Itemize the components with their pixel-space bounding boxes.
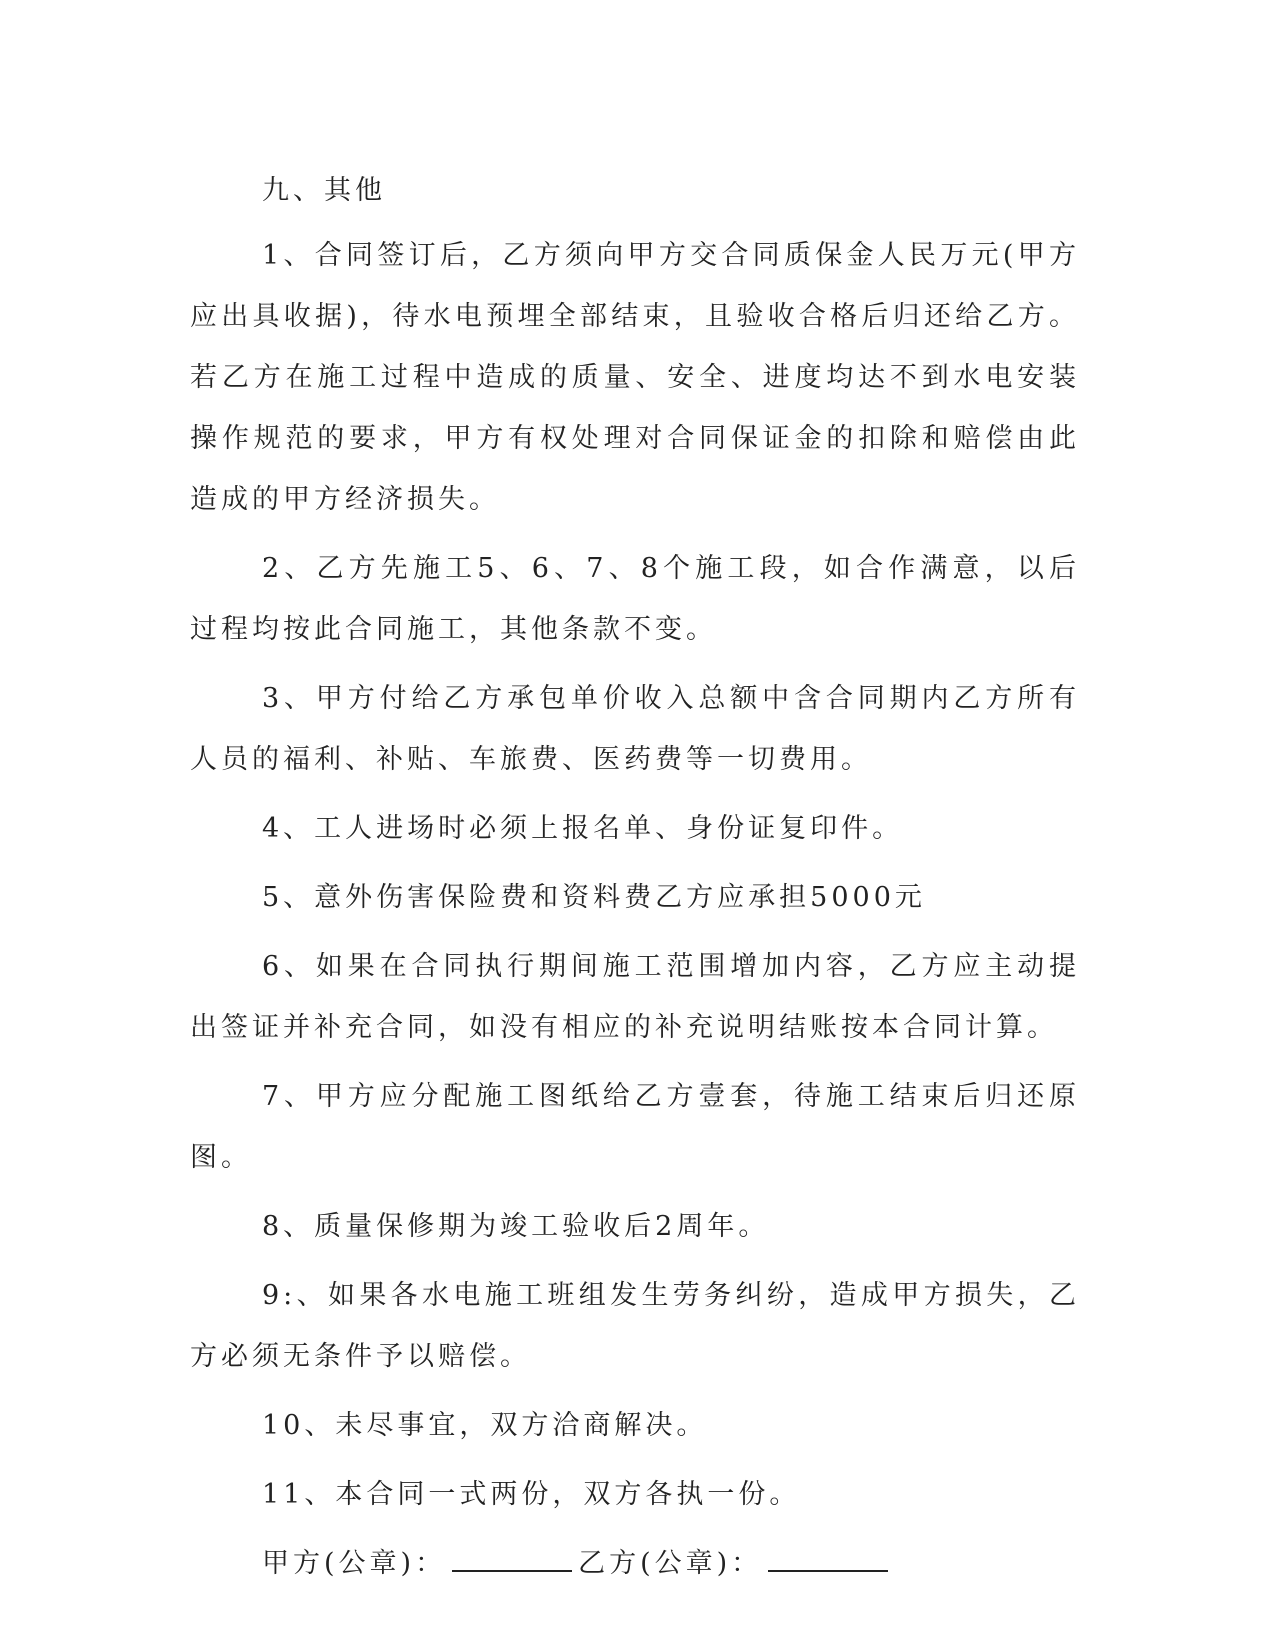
clause-7: 7、甲方应分配施工图纸给乙方壹套，待施工结束后归还原图。 — [190, 1081, 1080, 1173]
clause-2: 2、乙方先施工5、6、7、8个施工段，如合作满意，以后过程均按此合同施工，其他条款不变。 — [190, 553, 1080, 645]
party-b-signature-blank — [768, 1550, 888, 1572]
document-body — [190, 160, 1080, 1594]
section-heading: 九、其他 — [262, 175, 386, 206]
clause-11: 11、本合同一式两份，双方各执一份。 — [262, 1479, 801, 1510]
clause-1: 1、合同签订后，乙方须向甲方交合同质保金人民万元(甲方应出具收据)，待水电预埋全部结束，且验收合格后归还给乙方。若乙方在施工过程中造成的质量、安全、进度均达不到水电安装操作规范的要求，甲方有权处理对合同保证金的扣除和赔偿由此造成的甲方经济损失。 — [190, 240, 1080, 515]
clause-9: 9:、如果各水电施工班组发生劳务纠纷，造成甲方损失，乙方必须无条件予以赔偿。 — [190, 1280, 1080, 1372]
clause-5: 5、意外伤害保险费和资料费乙方应承担5000元 — [262, 882, 926, 913]
party-a-signature-blank — [452, 1550, 572, 1572]
clause-8: 8、质量保修期为竣工验收后2周年。 — [262, 1211, 770, 1242]
clause-6: 6、如果在合同执行期间施工范围增加内容，乙方应主动提出签证并补充合同，如没有相应的补充说明结账按本合同计算。 — [190, 951, 1080, 1043]
clause-10: 10、未尽事宜，双方洽商解决。 — [262, 1410, 708, 1441]
party-a-label: 甲方(公章)： — [262, 1548, 447, 1579]
party-b-label: 乙方(公章)： — [578, 1548, 763, 1579]
clause-3: 3、甲方付给乙方承包单价收入总额中含合同期内乙方所有人员的福利、补贴、车旅费、医药费等一切费用。 — [190, 683, 1080, 775]
clause-4: 4、工人进场时必须上报名单、身份证复印件。 — [262, 813, 904, 844]
signature-line — [190, 1533, 1080, 1594]
